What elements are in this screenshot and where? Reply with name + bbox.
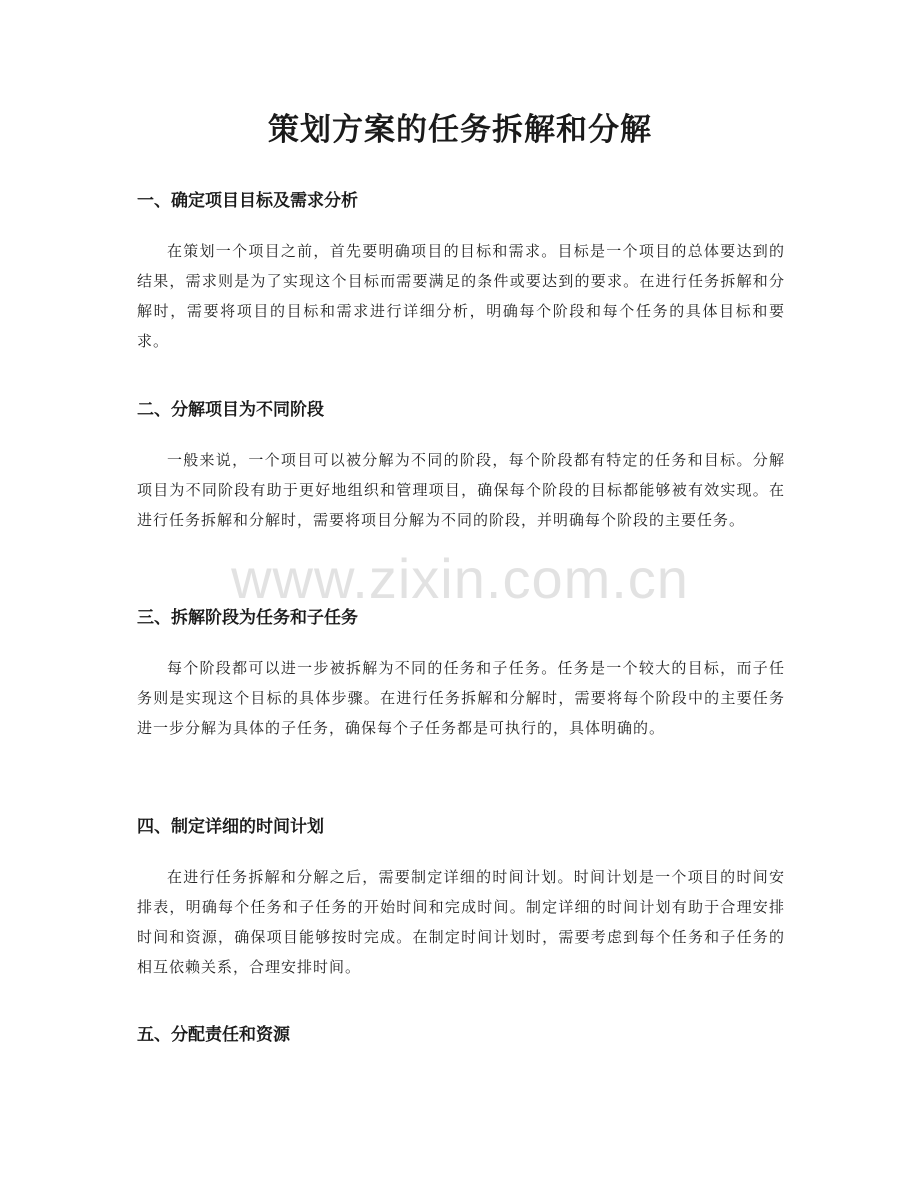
section-4 bbox=[137, 814, 785, 982]
section-paragraph: 在策划一个项目之前，首先要明确项目的目标和需求。目标是一个项目的总体要达到的结果，需求则是为了实现这个目标而需要满足的条件或要达到的要求。在进行任务拆解和分解时，需要将项目的目标和需求进行详细分析，明确每个阶段和每个任务的具体目标和要求。 bbox=[137, 242, 785, 350]
section-heading: 三、拆解阶段为任务和子任务 bbox=[137, 608, 358, 628]
section-3 bbox=[137, 605, 785, 743]
section-1 bbox=[137, 188, 785, 356]
document-title: 策划方案的任务拆解和分解 bbox=[268, 112, 652, 148]
section-paragraph: 一般来说，一个项目可以被分解为不同的阶段，每个阶段都有特定的任务和目标。分解项目为不同阶段有助于更好地组织和管理项目，确保每个阶段的目标都能够被有效实现。在进行任务拆解和分解时，需要将项目分解为不同的阶段，并明确每个阶段的主要任务。 bbox=[137, 451, 785, 529]
section-heading: 一、确定项目目标及需求分析 bbox=[137, 191, 358, 211]
section-paragraph: 每个阶段都可以进一步被拆解为不同的任务和子任务。任务是一个较大的目标，而子任务则是实现这个目标的具体步骤。在进行任务拆解和分解时，需要将每个阶段中的主要任务进一步分解为具体的子任务，确保每个子任务都是可执行的，具体明确的。 bbox=[137, 659, 785, 737]
watermark: www.zixin.com.cn bbox=[231, 547, 689, 610]
section-paragraph: 在进行任务拆解和分解之后，需要制定详细的时间计划。时间计划是一个项目的时间安排表，明确每个任务和子任务的开始时间和完成时间。制定详细的时间计划有助于合理安排时间和资源，确保项目能够按时完成。在制定时间计划时，需要考虑到每个任务和子任务的相互依赖关系，合理安排时间。 bbox=[137, 868, 785, 976]
section-2 bbox=[137, 397, 785, 535]
section-heading: 四、制定详细的时间计划 bbox=[137, 817, 324, 837]
section-heading: 二、分解项目为不同阶段 bbox=[137, 400, 324, 420]
section-5 bbox=[137, 1022, 785, 1048]
section-heading: 五、分配责任和资源 bbox=[137, 1025, 290, 1045]
